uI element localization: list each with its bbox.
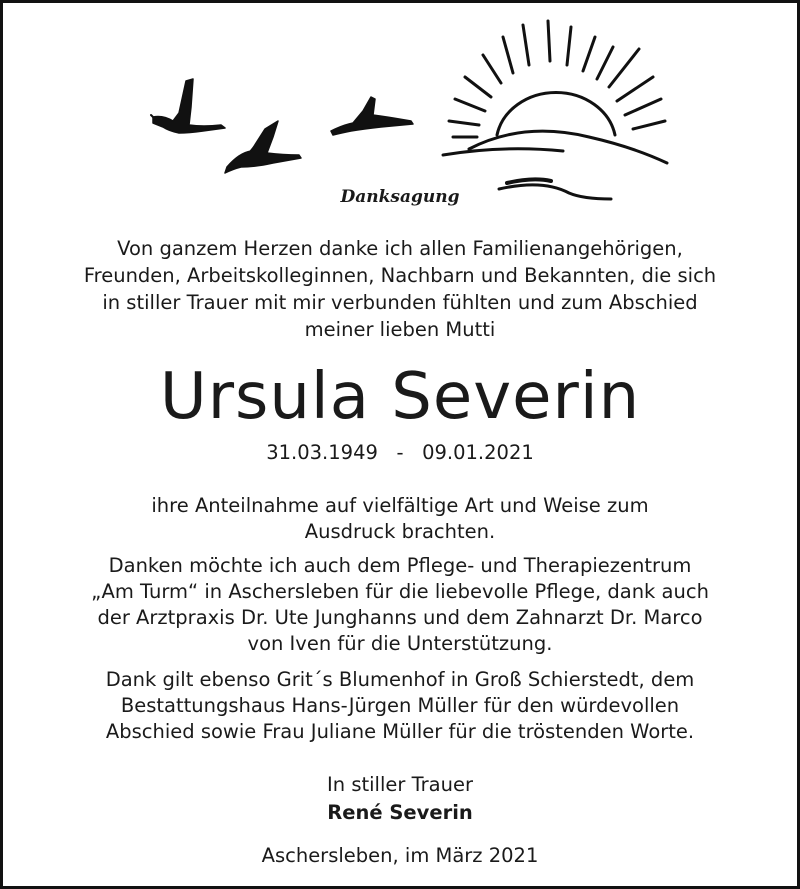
paragraph-line: der Arztpraxis Dr. Ute Junghanns und dem Zahnarzt Dr. Marco [97,606,703,629]
paragraph-line: „Am Turm“ in Aschersleben für die liebevolle Pflege, dank auch [91,580,709,603]
illustration [3,3,797,218]
heading-danksagung: Danksagung [340,187,460,207]
paragraph-pflegezentrum [43,553,757,657]
deceased-name: Ursula Severin [159,360,641,434]
paragraph-line: Bestattungshaus Hans-Jürgen Müller für den würdevollen [120,694,680,717]
intro-line: Von ganzem Herzen danke ich allen Familienangehörigen, [117,237,683,260]
intro-line: in stiller Trauer mit mir verbunden fühlten und zum Abschied [102,291,698,314]
paragraph-line: Abschied sowie Frau Juliane Müller für die tröstenden Worte. [105,720,695,743]
paragraph-line: von Iven für die Unterstützung. [247,632,553,655]
paragraph-anteilnahme [43,493,757,545]
flying-bird-icon [225,121,301,173]
flying-bird-icon [331,97,413,135]
life-dates: 31.03.1949 - 09.01.2021 [266,441,534,464]
closing-phrase: In stiller Trauer [327,773,473,796]
setting-sun-icon [443,21,667,199]
paragraph-line: Danken möchte ich auch dem Pflege- und Therapiezentrum [108,554,692,577]
paragraph-line: Ausdruck brachten. [304,520,496,543]
place-and-date: Aschersleben, im März 2021 [261,844,539,867]
intro-line: Freunden, Arbeitskolleginnen, Nachbarn und Bekannten, die sich [83,264,717,287]
intro-line: meiner lieben Mutti [304,318,496,341]
intro-text [43,235,757,343]
paragraph-line: Dank gilt ebenso Grit´s Blumenhof in Groß Schierstedt, dem [105,668,695,691]
paragraph-line: ihre Anteilnahme auf vielfältige Art und Weise zum [151,494,649,517]
paragraph-blumenhof [43,667,757,745]
signature-name: René Severin [327,801,473,824]
closing-block [3,771,797,827]
flying-bird-icon [151,79,225,133]
